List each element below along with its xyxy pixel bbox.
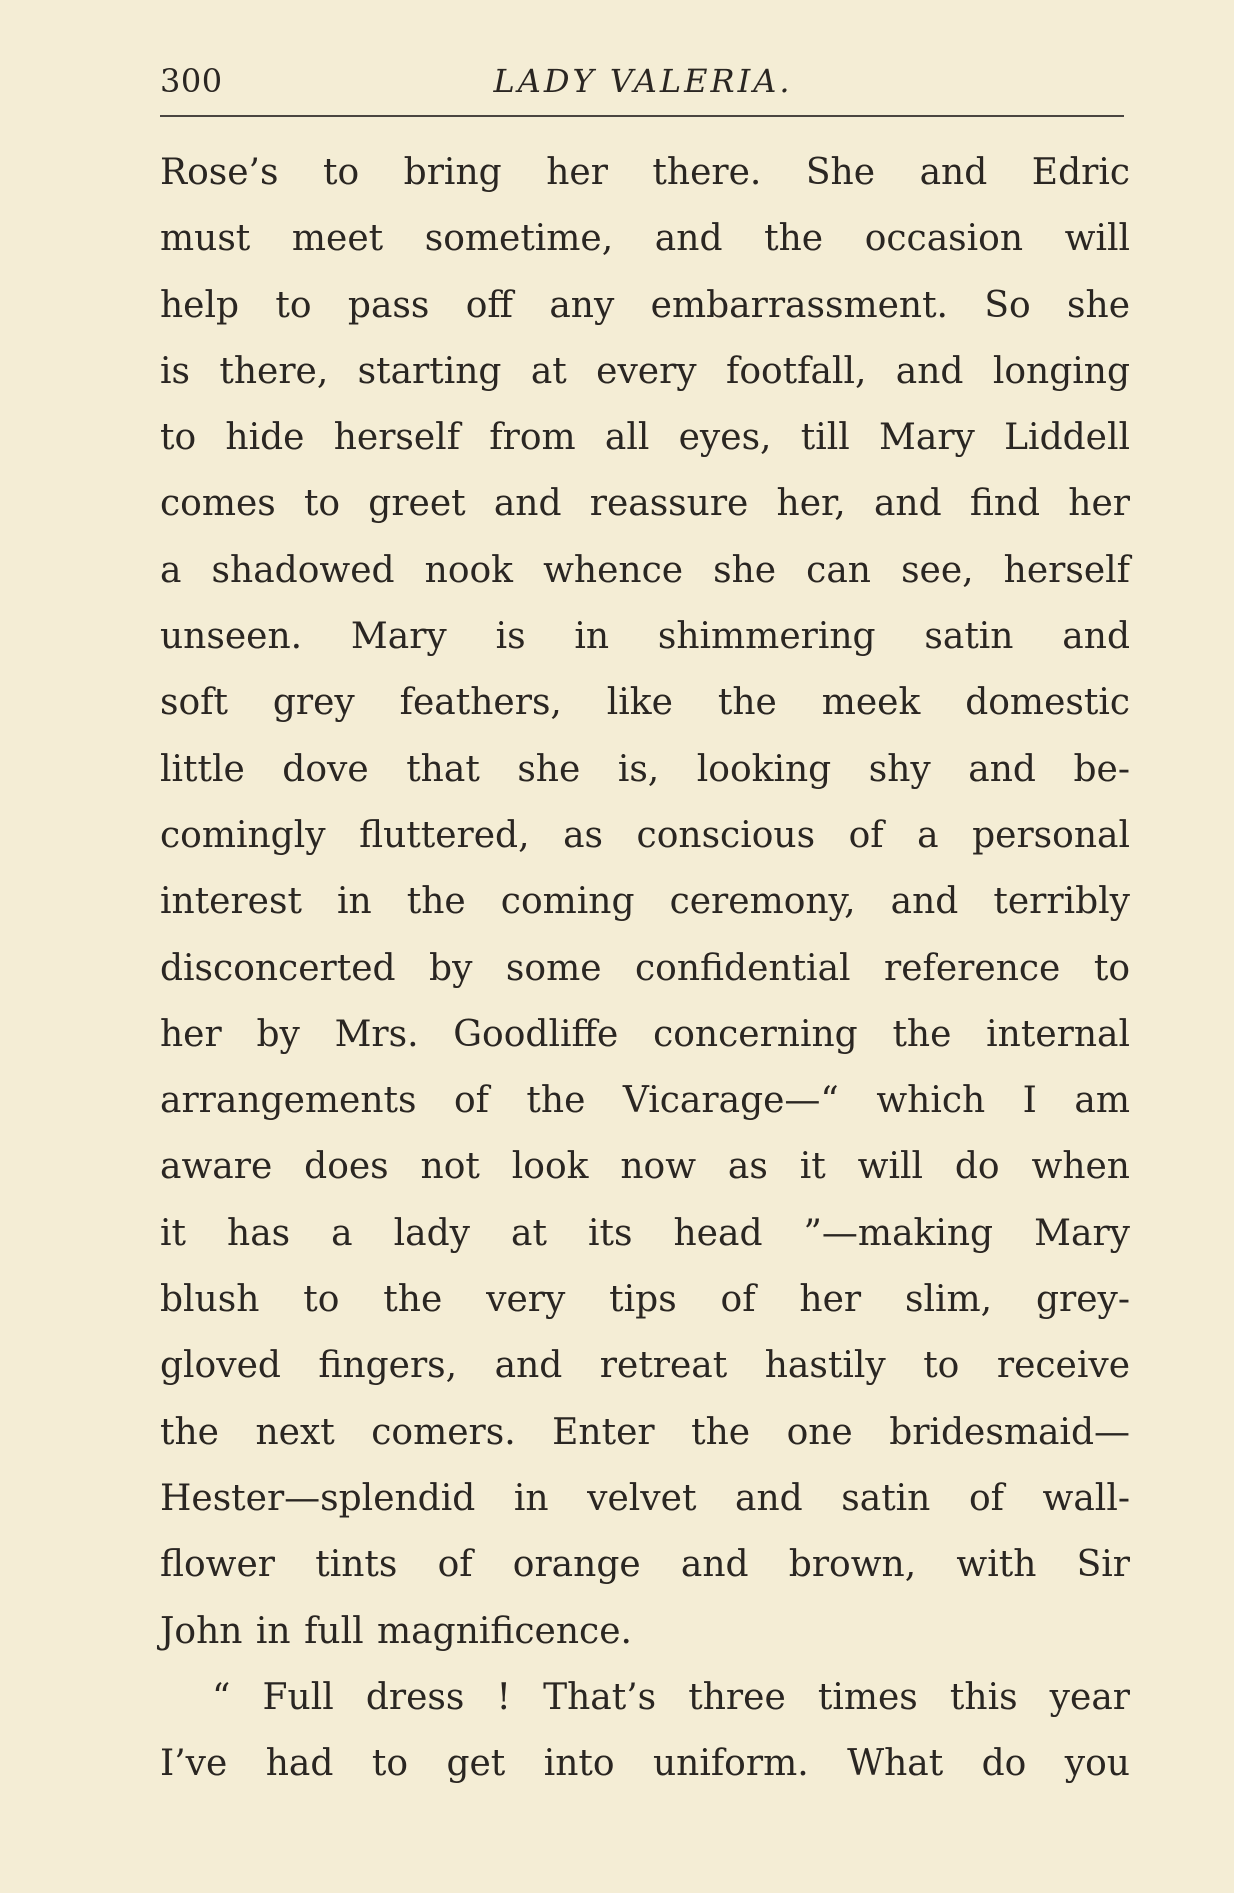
body-text	[160, 140, 1130, 1797]
text-line: interest in the coming ceremony, and terribly	[160, 881, 1130, 923]
text-line: her by Mrs. Goodliffe concerning the internal	[160, 1013, 1130, 1055]
page-header	[160, 54, 1126, 104]
text-line: little dove that she is, looking shy and be-	[160, 748, 1130, 790]
text-line: blush to the very tips of her slim, grey-	[160, 1279, 1130, 1321]
running-head: LADY VALERIA.	[493, 62, 793, 100]
text-line: soft grey feathers, like the meek domestic	[160, 682, 1130, 724]
text-line: the next comers. Enter the one bridesmaid—	[160, 1411, 1130, 1453]
text-line: John in full magnificence.	[160, 1610, 632, 1652]
text-line: comingly fluttered, as conscious of a personal	[160, 814, 1130, 856]
text-line: Rose’s to bring her there. She and Edric	[160, 152, 1130, 193]
text-line: must meet sometime, and the occasion will	[160, 218, 1130, 260]
text-line: help to pass off any embarrassment. So she	[160, 284, 1130, 326]
text-line: is there, starting at every footfall, and longing	[160, 350, 1130, 392]
text-line: it has a lady at its head ”—making Mary	[160, 1212, 1130, 1254]
text-line: arrangements of the Vicarage—“ which I am	[160, 1080, 1130, 1122]
text-line: Hester—splendid in velvet and satin of wall-	[160, 1477, 1130, 1519]
text-line: flower tints of orange and brown, with Sir	[160, 1544, 1130, 1586]
text-line: disconcerted by some confidential reference to	[160, 947, 1130, 989]
text-line: “ Full dress ! That’s three times this year	[212, 1676, 1130, 1718]
text-line: comes to greet and reassure her, and find her	[160, 483, 1130, 525]
header-rule	[160, 115, 1124, 117]
text-line: a shadowed nook whence she can see, herself	[160, 549, 1130, 591]
text-line: gloved fingers, and retreat hastily to receive	[160, 1345, 1130, 1387]
page-number: 300	[160, 62, 223, 100]
text-line: to hide herself from all eyes, till Mary Liddell	[160, 417, 1130, 459]
text-line: unseen. Mary is in shimmering satin and	[160, 616, 1130, 658]
text-line: I’ve had to get into uniform. What do you	[160, 1743, 1130, 1785]
text-line: aware does not look now as it will do when	[160, 1146, 1130, 1188]
